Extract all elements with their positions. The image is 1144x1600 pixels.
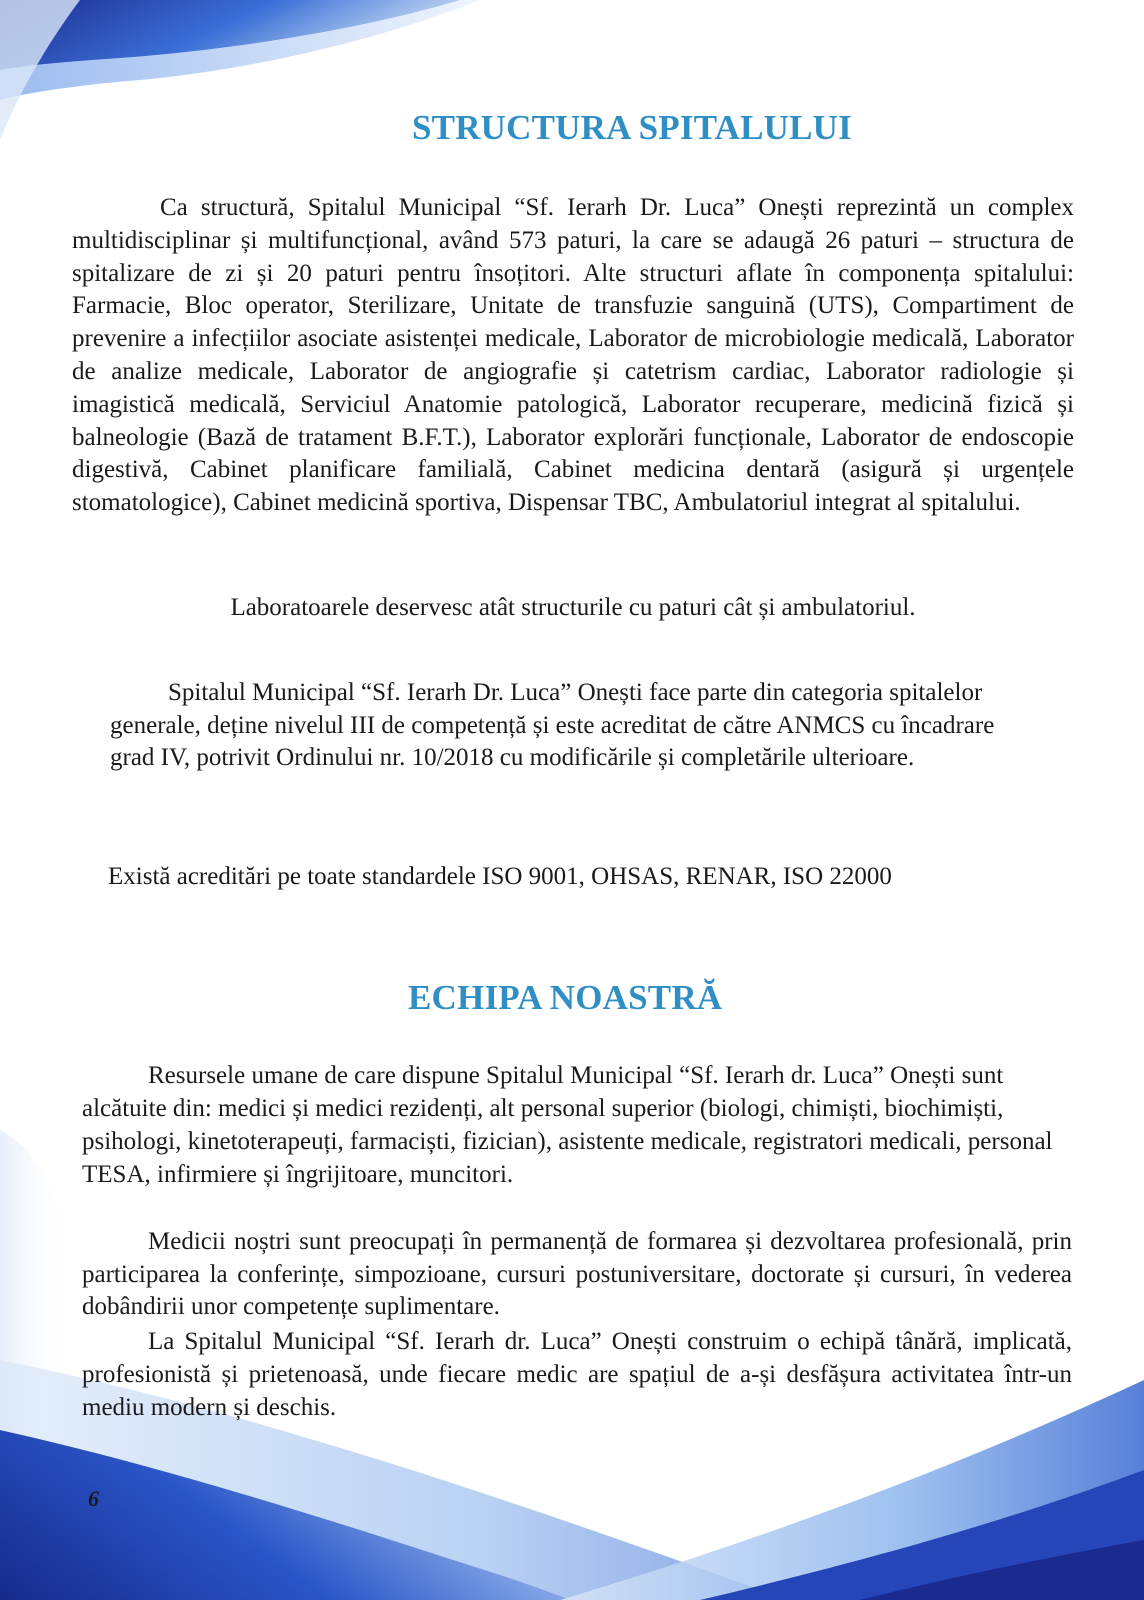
classification-paragraph: Spitalul Municipal “Sf. Ierarh Dr. Luca” Onești face parte din categoria spitalelor generale, deține nivelul III de competență și este acreditat de către ANMCS cu încadrare grad IV, potrivit Ordinului nr. 10/2018 cu modificările și completările ulterioare.	[110, 679, 995, 771]
page-number: 6	[88, 1486, 99, 1511]
structure-paragraph: Ca structură, Spitalul Municipal “Sf. Ierarh Dr. Luca” Onești reprezintă un complex multidisciplinar și multifuncțional, având 573 paturi, la care se adaugă 26 paturi – structura de spitalizare de zi și 20 paturi pentru însoțitori. Alte structuri aflate în componența spitalului: Farmacie, Bloc operator, Sterilizare, Unitate de transfuzie sanguină (UTS), Compartiment de prevenire a infecțiilor asociate asistenței medicale, Laborator de microbiologie medicală, Laborator de analize medicale, Laborator de angiografie și catetrism cardiac, Laborator radiologie și imagistică medicală, Serviciul Anatomie patologică, Laborator recuperare, medicină fizică și balneologie (Bază de tratament B.F.T.), Laborator explorări funcționale, Laborator de endoscopie digestivă, Cabinet planificare familială, Cabinet medicina dentară (asigură și urgențele stomatologice), Cabinet medicină sportiva, Dispensar TBC, Ambulatoriul integrat al spitalului.	[72, 194, 1074, 517]
team-paragraph-environment: La Spitalul Municipal “Sf. Ierarh dr. Luca” Onești construim o echipă tânără, implicată, profesionistă și prietenoasă, unde fiecare medic are spațiul de a-și desfășura activitatea într-un mediu modern și deschis.	[82, 1328, 1072, 1421]
section-title-team: ECHIPA NOASTRĂ	[408, 978, 723, 1017]
accreditation-paragraph: Există acreditări pe toate standardele ISO 9001, OHSAS, RENAR, ISO 22000	[108, 863, 892, 890]
team-paragraph-training: Medicii noștri sunt preocupați în permanență de formarea și dezvoltarea profesională, prin participarea la conferințe, simpozioane, cursuri postuniversitare, doctorate și cursuri, în vederea dobândirii unor competențe suplimentare.	[82, 1228, 1072, 1320]
section-title-structure: STRUCTURA SPITALULUI	[412, 108, 852, 147]
team-paragraph-resources: Resursele umane de care dispune Spitalul Municipal “Sf. Ierarh dr. Luca” Onești sunt alcătuite din: medici și medici rezidenți, alt personal superior (biologi, chimiști, biochimiști, psihologi, kinetoterapeuți, farmaciști, fizician), asistente medicale, registratori medicali, personal TESA, infirmiere și îngrijitoare, muncitori.	[82, 1062, 1053, 1188]
structure-paragraph-end: Laboratoarele deservesc atât structurile cu paturi cât și ambulatoriul.	[230, 594, 916, 621]
